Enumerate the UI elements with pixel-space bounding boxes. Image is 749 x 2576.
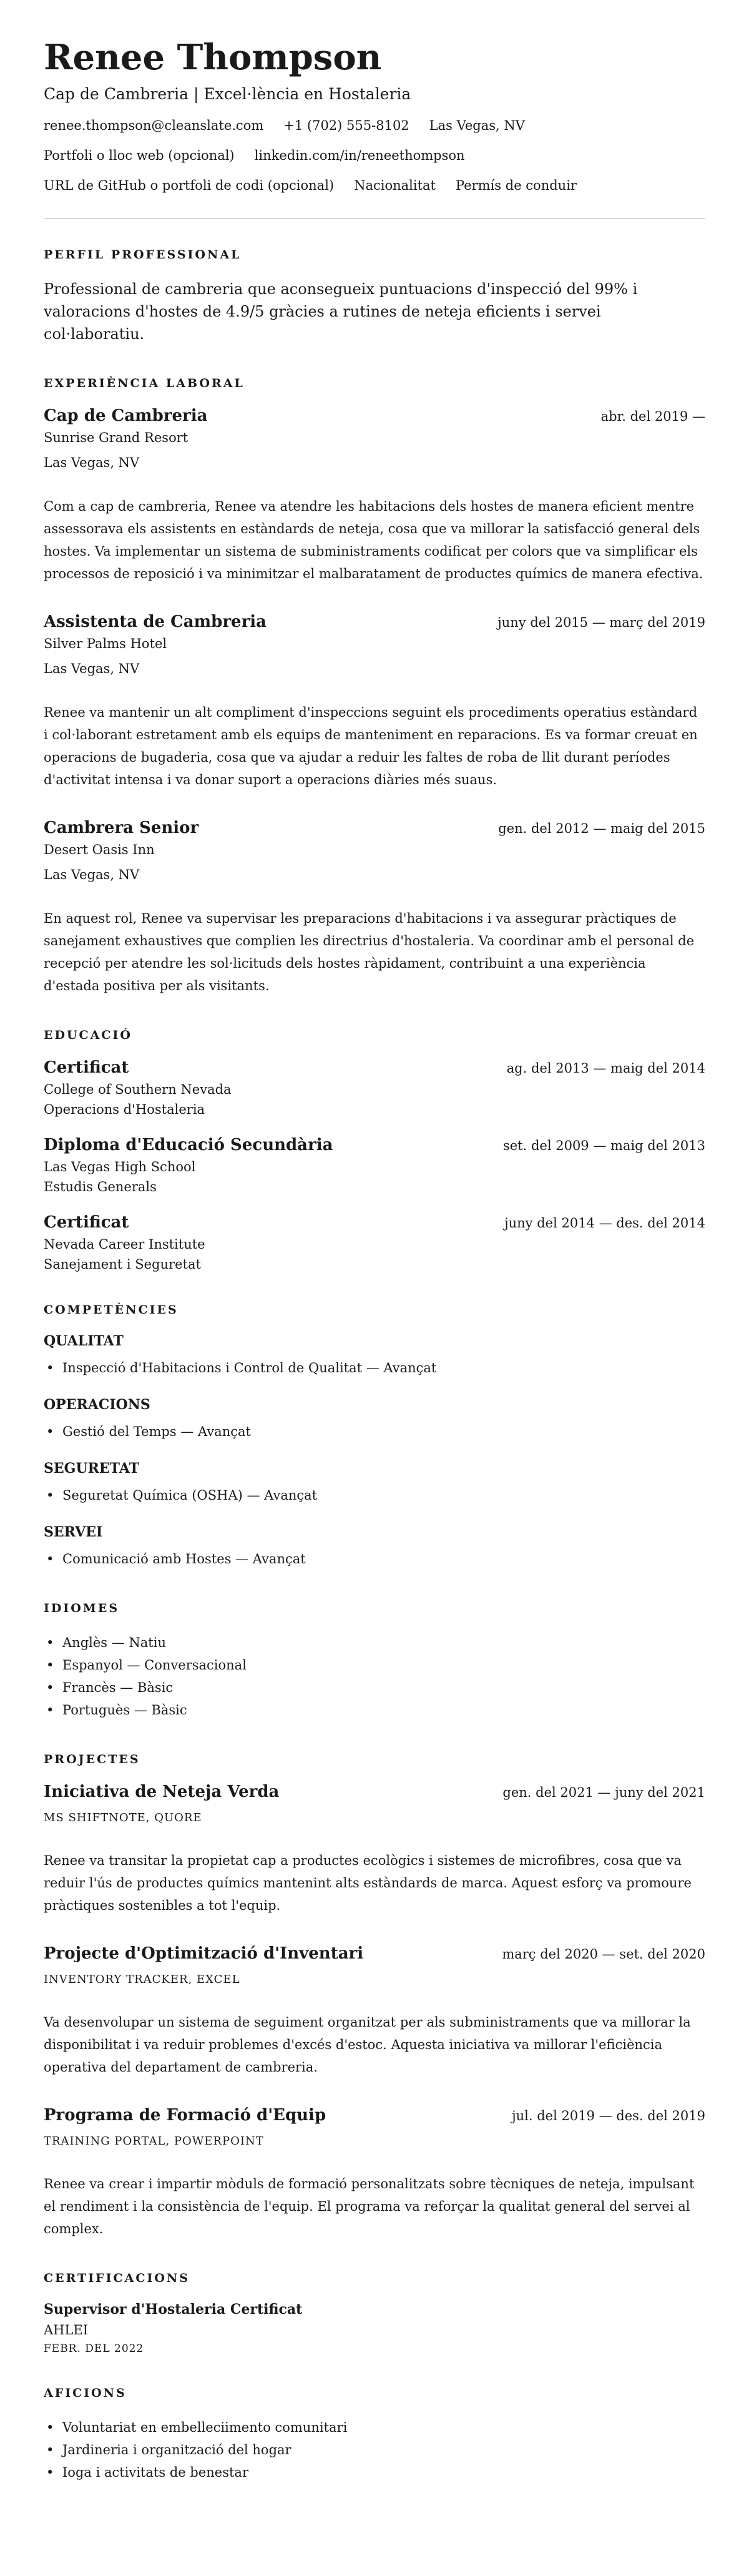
job-description: Renee va mantenir un alt compliment d'inspeccions seguint els procediments operatius estàndard i col·laborant estretament amb els equips de manteniment en reparacions. Es va formar creuat en operacions de bugaderia, cosa que va ajudar a reduir les faltes de roba de llit durant períodes d'activitat intensa i va donar suport a operacions diàries més suaus. [44,705,698,787]
field-of-study: Operacions d'Hostaleria [44,1102,205,1117]
project-entry [44,2106,705,2240]
job-title: Assistenta de Cambreria [44,612,267,631]
skill-item: • Seguretat Química (OSHA) — Avançat [44,1484,705,1507]
language-item: • Espanyol — Conversacional [44,1654,705,1676]
certification-issuer: AHLEI [44,2323,89,2338]
school-name: Nevada Career Institute [44,1237,205,1252]
education-section [44,1028,705,1272]
certification-date: FEBR. DEL 2022 [44,2342,144,2355]
project-description: Va desenvolupar un sistema de seguiment organitzat per als subministraments que va millorar la disponibilitat i va reduir problemes d'excés d'estoc. Aquesta iniciativa va millorar l'eficiència operativa del departament de cambreria. [44,2015,691,2075]
job-dates: gen. del 2012 — maig del 2015 [498,821,705,836]
certification-name: Supervisor d'Hostaleria Certificat [44,2301,303,2318]
education-heading: EDUCACIÓ [44,1028,132,1042]
phone-number[interactable]: +1 (702) 555-8102 [283,118,409,133]
job-description: En aquest rol, Renee va supervisar les preparacions d'habitacions i va assegurar pràctiques de sanejament exhaustives que complien les directrius d'hostaleria. Va coordinar amb el personal de recepció per atendre les sol·licituds dels hostes ràpidament, contribuint a una experiència d'estada positiva per als visitants. [44,911,695,993]
language-item: • Portuguès — Bàsic [44,1699,705,1721]
project-entry [44,1944,705,2078]
hobbies-section [44,2386,705,2484]
contact-row-primary [44,118,705,133]
location-text: Las Vegas, NV [429,118,525,133]
job-location: Las Vegas, NV [44,455,140,470]
project-dates: març del 2020 — set. del 2020 [502,1947,705,1962]
hobby-item: • Jardineria i organització del hogar [44,2439,705,2461]
skill-group [44,1524,705,1570]
drivers-license-text: Permís de conduir [456,178,577,193]
project-description: Renee va transitar la propietat cap a productes ecològics i sistemes de microfibres, cosa que va reduir l'ús de productes químics mantenint alts estàndards de marca. Aquest esforç va promoure pràctiques sostenibles a tot l'equip. [44,1853,692,1913]
skill-category: SERVEI [44,1524,103,1540]
skill-item: • Gestió del Temps — Avançat [44,1420,705,1443]
languages-list [44,1631,705,1721]
skills-heading: COMPETÈNCIES [44,1303,179,1317]
language-item: • Anglès — Natiu [44,1631,705,1654]
header-divider [44,218,705,219]
degree-title: Certificat [44,1058,129,1077]
skill-item: • Inspecció d'Habitacions i Control de Qualitat — Avançat [44,1357,705,1379]
experience-section [44,376,705,997]
education-dates: set. del 2009 — maig del 2013 [502,1138,705,1153]
company-name: Silver Palms Hotel [44,636,167,651]
email-link[interactable]: renee.thompson@cleanslate.com [44,118,264,133]
language-item: • Francès — Bàsic [44,1676,705,1699]
resume-header [44,37,705,193]
skill-category: QUALITAT [44,1333,124,1349]
summary-heading: PERFIL PROFESSIONAL [44,248,242,262]
job-dates: juny del 2015 — març del 2019 [497,615,705,630]
contact-row-links [44,148,705,163]
project-name: Projecte d'Optimització d'Inventari [44,1944,364,1963]
degree-title: Certificat [44,1213,129,1232]
project-name: Programa de Formació d'Equip [44,2106,326,2125]
skill-category: OPERACIONS [44,1397,150,1413]
project-dates: gen. del 2021 — juny del 2021 [502,1785,705,1800]
summary-text: Professional de cambreria que aconsegueix puntuacions d'inspecció del 99% i valoracions d'hostes de 4.9/5 gràcies a rutines de neteja eficients i servei col·laboratiu. [44,280,638,343]
languages-section [44,1601,705,1721]
skill-group [44,1460,705,1507]
summary-section [44,248,705,345]
job-location: Las Vegas, NV [44,661,140,676]
skill-category: SEGURETAT [44,1460,140,1477]
education-dates: juny del 2014 — des. del 2014 [504,1216,705,1231]
github-link[interactable]: URL de GitHub o portfoli de codi (opcional) [44,178,335,193]
experience-entry [44,406,705,585]
certification-entry [44,2301,705,2355]
school-name: Las Vegas High School [44,1159,196,1174]
nationality-text: Nacionalitat [354,178,436,193]
skill-group [44,1333,705,1379]
experience-entry [44,819,705,997]
education-entry [44,1136,705,1194]
company-name: Sunrise Grand Resort [44,430,188,445]
school-name: College of Southern Nevada [44,1082,232,1097]
hobbies-heading: AFICIONS [44,2386,127,2400]
skill-group [44,1397,705,1443]
project-entry [44,1782,705,1917]
project-name: Iniciativa de Neteja Verda [44,1782,280,1801]
project-tools: MS SHIFTNOTE, QUORE [44,1811,202,1824]
hobby-item: • Ioga i activitats de benestar [44,2461,705,2484]
linkedin-link[interactable]: linkedin.com/in/reneethompson [254,148,465,163]
portfolio-link[interactable]: Portfoli o lloc web (opcional) [44,148,235,163]
candidate-name: Renee Thompson [44,37,382,78]
projects-section [44,1753,705,2240]
company-name: Desert Oasis Inn [44,842,155,857]
education-dates: ag. del 2013 — maig del 2014 [506,1061,705,1076]
certifications-section [44,2271,705,2355]
project-tools: TRAINING PORTAL, POWERPOINT [44,2135,264,2148]
project-tools: INVENTORY TRACKER, EXCEL [44,1973,240,1986]
job-dates: abr. del 2019 — [600,409,705,424]
contact-row-extra [44,178,705,193]
candidate-headline: Cap de Cambreria | Excel·lència en Hostaleria [44,85,411,103]
job-description: Com a cap de cambreria, Renee va atendre les habitacions dels hostes de manera eficient mentre assessorava els assistents en estàndards de neteja, cosa que va millorar la satisfacció general dels hostes. Va implementar un sistema de subministraments codificat per colors que va simplificar els processos de reposició i va minimitzar el malbaratament de productes químics de manera efectiva. [44,499,703,581]
field-of-study: Estudis Generals [44,1179,157,1194]
field-of-study: Sanejament i Seguretat [44,1257,201,1272]
project-description: Renee va crear i impartir mòduls de formació personalitzats sobre tècniques de neteja, impulsant el rendiment i la consistència de l'equip. El programa va reforçar la qualitat general del servei al complex. [44,2176,695,2236]
job-title: Cambrera Senior [44,819,199,837]
education-entry [44,1213,705,1272]
experience-entry [44,612,705,791]
certifications-heading: CERTIFICACIONS [44,2271,190,2285]
hobby-item: • Voluntariat en embelleciimento comunitari [44,2416,705,2439]
education-entry [44,1058,705,1117]
project-dates: jul. del 2019 — des. del 2019 [512,2108,705,2123]
job-title: Cap de Cambreria [44,406,208,425]
hobbies-list [44,2416,705,2484]
languages-heading: IDIOMES [44,1601,120,1615]
degree-title: Diploma d'Educació Secundària [44,1136,333,1154]
skill-item: • Comunicació amb Hostes — Avançat [44,1548,705,1570]
projects-heading: PROJECTES [44,1753,140,1766]
job-location: Las Vegas, NV [44,867,140,882]
experience-heading: EXPERIÈNCIA LABORAL [44,376,245,390]
skills-section [44,1303,705,1570]
